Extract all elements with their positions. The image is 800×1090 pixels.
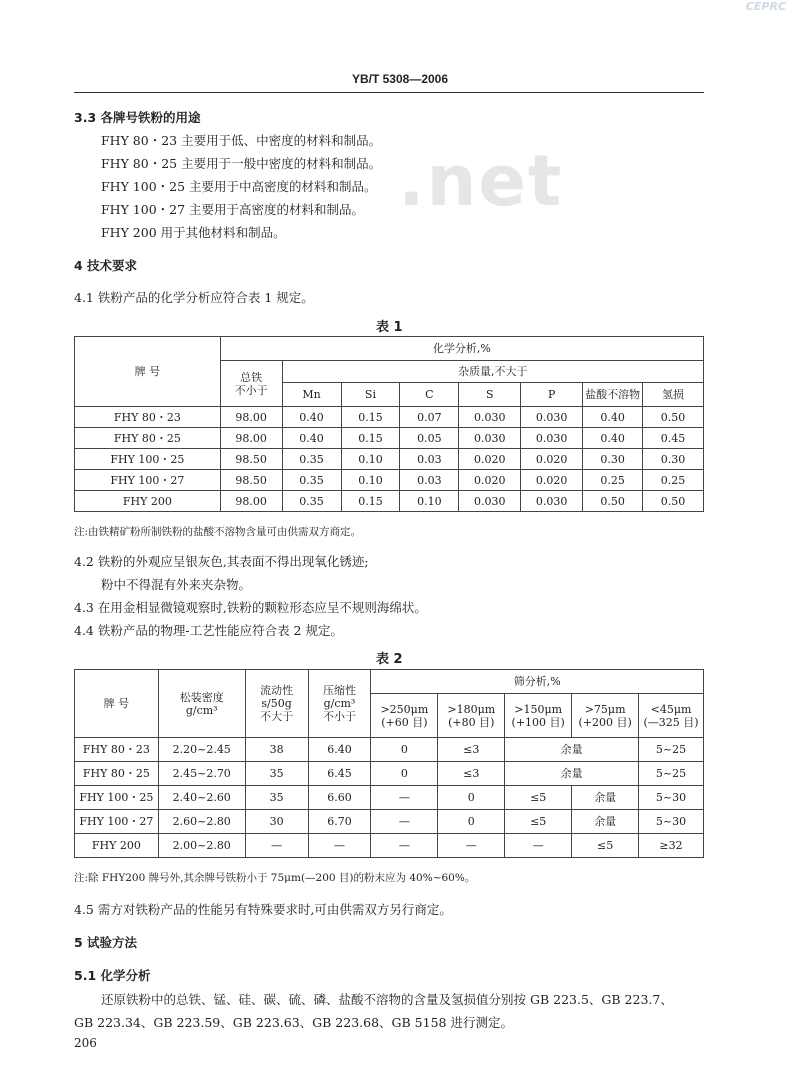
table1-col-header: Si <box>341 383 400 407</box>
table-row <box>75 834 704 858</box>
cell: FHY 100・27 <box>75 810 159 834</box>
table-row <box>75 762 704 786</box>
cell: — <box>505 834 572 858</box>
cell: 0.25 <box>583 470 643 491</box>
cell: 0.030 <box>521 491 583 512</box>
corner-watermark: CEPRC <box>745 0 786 13</box>
table2-sieve-col: >180μm (+80 目) <box>438 694 505 738</box>
cell: ≥32 <box>639 834 704 858</box>
table1-col-header: P <box>521 383 583 407</box>
table-row <box>75 810 704 834</box>
table2-sieve-col: >250μm (+60 目) <box>371 694 438 738</box>
cell: 0.030 <box>521 407 583 428</box>
page-header: YB/T 5308—2006 <box>351 72 449 86</box>
table1-col-header: 氢损 <box>643 383 704 407</box>
cell: FHY 80・23 <box>75 738 159 762</box>
para-4-3: 4.3 在用金相显微镜观察时,铁粉的颗粒形态应呈不规则海绵状。 <box>74 600 427 615</box>
cell: 0.40 <box>282 407 341 428</box>
cell: 2.60~2.80 <box>158 810 245 834</box>
cell: 0.30 <box>643 449 704 470</box>
cell: FHY 200 <box>75 834 159 858</box>
table1-caption: 表 1 <box>376 320 403 335</box>
cell: 0 <box>371 738 438 762</box>
cell: FHY 200 <box>75 491 221 512</box>
cell: 5~25 <box>639 762 704 786</box>
section-3-3-title: 3.3 各牌号铁粉的用途 <box>74 110 201 125</box>
table1-brand-header: 牌 号 <box>75 337 221 407</box>
cell: 98.50 <box>220 449 282 470</box>
cell: FHY 100・25 <box>75 449 221 470</box>
page-number: 206 <box>74 1036 97 1050</box>
table-row <box>75 407 704 428</box>
table2-note: 注:除 FHY200 牌号外,其余牌号铁粉小于 75μm(—200 目)的粉末应为 40%~60%。 <box>74 872 476 884</box>
table-row <box>75 491 704 512</box>
para-5-1-line2: GB 223.34、GB 223.59、GB 223.63、GB 223.68、GB 5158 进行测定。 <box>74 1015 513 1030</box>
cell: 0.10 <box>341 470 400 491</box>
table-row <box>75 449 704 470</box>
table1-col-header: C <box>400 383 459 407</box>
para-4-1: 4.1 铁粉产品的化学分析应符合表 1 规定。 <box>74 290 314 305</box>
cell: ≤5 <box>505 786 572 810</box>
cell: 0.45 <box>643 428 704 449</box>
section-4-title: 4 技术要求 <box>74 258 138 273</box>
table1-col-header: S <box>459 383 521 407</box>
usage-line: FHY 80・25 主要用于一般中密度的材料和制品。 <box>101 156 382 171</box>
cell: 0.50 <box>643 491 704 512</box>
cell: ≤5 <box>572 834 639 858</box>
cell: 余量 <box>505 738 639 762</box>
table2-sieve-col: >150μm (+100 目) <box>505 694 572 738</box>
table2-comp-header: 压缩性 g/cm³ 不小于 <box>308 670 371 738</box>
header-rule <box>74 92 704 93</box>
para-4-5: 4.5 需方对铁粉产品的性能另有特殊要求时,可由供需双方另行商定。 <box>74 902 452 917</box>
cell: 0.50 <box>583 491 643 512</box>
cell: 0.35 <box>282 470 341 491</box>
cell: 0.15 <box>341 491 400 512</box>
center-watermark: .net <box>398 140 564 222</box>
table1-col-header: Mn <box>282 383 341 407</box>
para-4-2: 4.2 铁粉的外观应呈银灰色,其表面不得出现氧化锈迹; <box>74 554 369 569</box>
table2-brand-header: 牌 号 <box>75 670 159 738</box>
cell: 5~25 <box>639 738 704 762</box>
cell: 0.05 <box>400 428 459 449</box>
cell: — <box>371 810 438 834</box>
cell: FHY 80・25 <box>75 428 221 449</box>
table-2 <box>74 669 704 858</box>
cell: 0.15 <box>341 428 400 449</box>
table1-chem-header: 化学分析,% <box>220 337 703 361</box>
table-row <box>75 428 704 449</box>
para-5-1-line1: 还原铁粉中的总铁、锰、硅、碳、硫、磷、盐酸不溶物的含量及氢损值分别按 GB 223.5、GB 223.7、 <box>101 992 673 1007</box>
cell: 2.45~2.70 <box>158 762 245 786</box>
usage-line: FHY 80・23 主要用于低、中密度的材料和制品。 <box>101 133 382 148</box>
table1-fe-header: 总铁 不小于 <box>220 361 282 407</box>
cell: 0.020 <box>459 470 521 491</box>
cell: 0.40 <box>583 407 643 428</box>
cell: — <box>438 834 505 858</box>
cell: 6.40 <box>308 738 371 762</box>
cell: 0 <box>371 762 438 786</box>
cell: 0.35 <box>282 449 341 470</box>
cell: 0.40 <box>583 428 643 449</box>
cell: ≤5 <box>505 810 572 834</box>
cell: FHY 80・23 <box>75 407 221 428</box>
table1-note: 注:由铁精矿粉所制铁粉的盐酸不溶物含量可由供需双方商定。 <box>74 526 362 538</box>
cell: 2.40~2.60 <box>158 786 245 810</box>
cell: 6.60 <box>308 786 371 810</box>
cell: 2.20~2.45 <box>158 738 245 762</box>
section-5-title: 5 试验方法 <box>74 935 138 950</box>
table2-caption: 表 2 <box>376 652 403 667</box>
cell: 35 <box>245 762 308 786</box>
cell: 6.70 <box>308 810 371 834</box>
cell: FHY 100・27 <box>75 470 221 491</box>
usage-line: FHY 100・27 主要用于高密度的材料和制品。 <box>101 202 365 217</box>
cell: 0.020 <box>459 449 521 470</box>
cell: 5~30 <box>639 786 704 810</box>
cell: — <box>371 786 438 810</box>
cell: 余量 <box>572 786 639 810</box>
cell: 35 <box>245 786 308 810</box>
cell: 0.40 <box>282 428 341 449</box>
table-1 <box>74 336 704 512</box>
table2-sieve-col: >75μm (+200 目) <box>572 694 639 738</box>
cell: — <box>245 834 308 858</box>
table1-col-header: 盐酸不溶物 <box>583 383 643 407</box>
table2-flow-header: 流动性 s/50g 不大于 <box>245 670 308 738</box>
table2-sieve-col: <45μm (—325 目) <box>639 694 704 738</box>
table-row <box>75 786 704 810</box>
cell: 余量 <box>572 810 639 834</box>
cell: 6.45 <box>308 762 371 786</box>
cell: 0.020 <box>521 470 583 491</box>
cell: 0.50 <box>643 407 704 428</box>
cell: 5~30 <box>639 810 704 834</box>
cell: 0.25 <box>643 470 704 491</box>
para-4-2-cont: 粉中不得混有外来夹杂物。 <box>101 577 252 592</box>
cell: FHY 80・25 <box>75 762 159 786</box>
cell: 30 <box>245 810 308 834</box>
cell: 98.50 <box>220 470 282 491</box>
cell: 0.30 <box>583 449 643 470</box>
cell: 2.00~2.80 <box>158 834 245 858</box>
cell: 0.35 <box>282 491 341 512</box>
table1-impurity-header: 杂质量,不大于 <box>282 361 703 383</box>
table2-bulk-header: 松装密度 g/cm³ <box>158 670 245 738</box>
cell: 98.00 <box>220 407 282 428</box>
section-5-1-title: 5.1 化学分析 <box>74 968 151 983</box>
cell: 0.030 <box>521 428 583 449</box>
cell: 0.07 <box>400 407 459 428</box>
cell: ≤3 <box>438 762 505 786</box>
table-row <box>75 738 704 762</box>
cell: 98.00 <box>220 491 282 512</box>
cell: 0 <box>438 786 505 810</box>
cell: 0.030 <box>459 428 521 449</box>
para-4-4: 4.4 铁粉产品的物理-工艺性能应符合表 2 规定。 <box>74 623 343 638</box>
table2-sieve-header: 筛分析,% <box>371 670 704 694</box>
cell: 0.030 <box>459 491 521 512</box>
cell: 余量 <box>505 762 639 786</box>
cell: 38 <box>245 738 308 762</box>
cell: 0.03 <box>400 470 459 491</box>
table-row <box>75 470 704 491</box>
cell: 0.03 <box>400 449 459 470</box>
cell: 0.10 <box>341 449 400 470</box>
cell: — <box>371 834 438 858</box>
cell: 0.030 <box>459 407 521 428</box>
cell: 0 <box>438 810 505 834</box>
cell: FHY 100・25 <box>75 786 159 810</box>
cell: 0.15 <box>341 407 400 428</box>
cell: ≤3 <box>438 738 505 762</box>
usage-line: FHY 100・25 主要用于中高密度的材料和制品。 <box>101 179 377 194</box>
cell: — <box>308 834 371 858</box>
cell: 0.020 <box>521 449 583 470</box>
usage-line: FHY 200 用于其他材料和制品。 <box>101 225 286 240</box>
cell: 98.00 <box>220 428 282 449</box>
cell: 0.10 <box>400 491 459 512</box>
